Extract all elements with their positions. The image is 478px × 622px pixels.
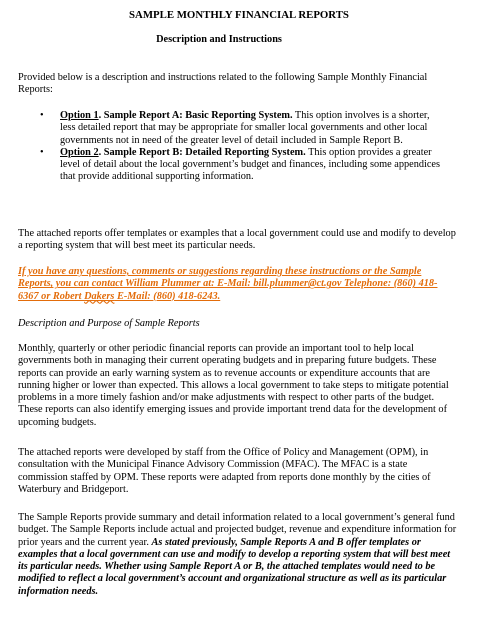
intro-paragraph: Provided below is a description and instructions related to the following Sample Monthly Financial Reports:: [18, 72, 428, 96]
purpose-paragraph-3-emphasis: As stated previously, Sample Reports A and B offer templates or examples that a local government can use and modify to develop a reporting system that will best meet its particular needs. Whether using Sample Report A or B, the attached templates would need to be modified to reflect a local government’s account and organizational structure as well as its particular information needs.: [18, 536, 451, 597]
option-1-heading: . Sample Report A: Basic Reporting System.: [98, 110, 293, 121]
list-item-option-2: [40, 147, 440, 184]
purpose-paragraph-1: Monthly, quarterly or other periodic financial reports can provide an important tool to help local governments both in managing their current operating budgets and in preparing future budgets. These reports can provide an early warning system as to revenue accounts or expenditure accounts that are running higher or lower than expected. This allows a local government to take steps to mitigate potential problems in a more timely fashion and/or make adjustments with respect to other parts of the budget. These reports can also identify emerging issues and provide important trend data for the development of upcoming budgets.: [18, 343, 449, 428]
option-1-text: This option involves is a shorter, less detailed report that may be appropriate for smaller local governments and other local governments not in need of the greater level of detail included in Sample Report B.: [60, 110, 430, 146]
option-2-text: This option provides a greater level of detail about the local government’s budget and finances, including some appendices that provide additional supporting information.: [60, 146, 441, 183]
section-heading: Description and Purpose of Sample Reports: [18, 318, 200, 329]
contact-paragraph[interactable]: [18, 266, 458, 303]
contact-text-2: E-Mail: (860) 418-6243.: [114, 290, 221, 302]
option-2-label: Option 2: [60, 146, 99, 158]
purpose-paragraph-3-plain: The Sample Reports provide summary and detail information related to a local government’s general fund budget. The Sample Reports include actual and projected budget, revenue and expenditure information for prior years and the current year.: [18, 512, 457, 548]
options-list: [40, 110, 440, 184]
purpose-paragraph-2: The attached reports were developed by staff from the Office of Policy and Management (OPM), in consultation with the Municipal Finance Advisory Commission (MFAC). The MFAC is a state commission staffed by OPM. These reports were adapted from reports done monthly by the cities of Waterbury and Bridgeport.: [18, 447, 431, 495]
option-1-label: Option 1: [60, 110, 99, 121]
attached-reports-paragraph: The attached reports offer templates or examples that a local government could use and modify to develop a reporting system that will best meet its particular needs.: [18, 228, 456, 252]
contact-text-1: If you have any questions, comments or suggestions regarding these instructions or the Sample Reports, you can contact William Plummer at: E-Mail: bill.plummer@ct.gov Telephone: (860) 418-6367 or Robert: [18, 266, 438, 302]
purpose-paragraph-3: [18, 512, 458, 598]
option-2-heading: . Sample Report B: Detailed Reporting System.: [98, 146, 306, 158]
bullet-icon: •: [40, 146, 44, 158]
list-item-option-1: [40, 110, 440, 147]
contact-name: Dakers: [84, 290, 115, 302]
bullet-icon: •: [40, 110, 44, 121]
document-title: SAMPLE MONTHLY FINANCIAL REPORTS: [129, 9, 349, 21]
document-subtitle: Description and Instructions: [156, 34, 282, 45]
